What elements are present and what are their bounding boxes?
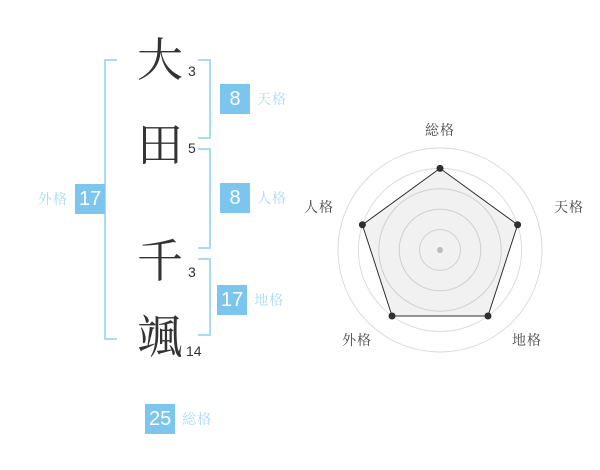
axis-label: 外格 <box>342 332 372 348</box>
jinkaku-value-badge: 8 <box>220 183 250 213</box>
chikaku-value-badge: 17 <box>217 285 247 315</box>
chart-center-dot <box>437 247 443 253</box>
name-character-2: 田 <box>137 119 183 171</box>
data-point <box>359 221 366 228</box>
radar-polygon <box>362 168 517 316</box>
soukaku-label: 総格 <box>182 411 213 427</box>
tenkaku-value-badge: 8 <box>220 84 250 114</box>
axis-label: 総格 <box>425 122 455 138</box>
stroke-count-1: 3 <box>188 63 196 79</box>
chikaku-row <box>217 285 284 315</box>
tenkaku-bracket <box>198 59 211 139</box>
tenkaku-label: 天格 <box>257 91 287 107</box>
chikaku-label: 地格 <box>254 292 285 308</box>
soukaku-row <box>145 404 212 434</box>
jinkaku-bracket <box>198 148 211 249</box>
kaku-radar-chart <box>296 106 584 394</box>
gaikaku-row <box>38 184 105 214</box>
data-point <box>437 165 444 172</box>
stroke-count-3: 3 <box>188 264 196 280</box>
gaikaku-bracket <box>104 59 117 340</box>
name-character-4: 颯 <box>137 311 183 363</box>
soukaku-value-badge: 25 <box>145 404 175 434</box>
name-character-3: 千 <box>137 235 183 287</box>
axis-label: 人格 <box>304 199 334 215</box>
gaikaku-label: 外格 <box>38 191 68 207</box>
chikaku-bracket <box>198 258 211 336</box>
stroke-count-4: 14 <box>186 343 202 359</box>
tenkaku-row <box>220 84 287 114</box>
data-point <box>389 313 396 320</box>
data-point <box>514 221 521 228</box>
data-point <box>484 313 491 320</box>
stroke-count-2: 5 <box>188 140 196 156</box>
axis-label: 地格 <box>512 332 542 348</box>
gaikaku-value-badge: 17 <box>75 184 105 214</box>
axis-label: 天格 <box>554 199 584 215</box>
name-character-1: 大 <box>137 34 183 86</box>
jinkaku-label: 人格 <box>257 190 287 206</box>
jinkaku-row <box>220 183 287 213</box>
